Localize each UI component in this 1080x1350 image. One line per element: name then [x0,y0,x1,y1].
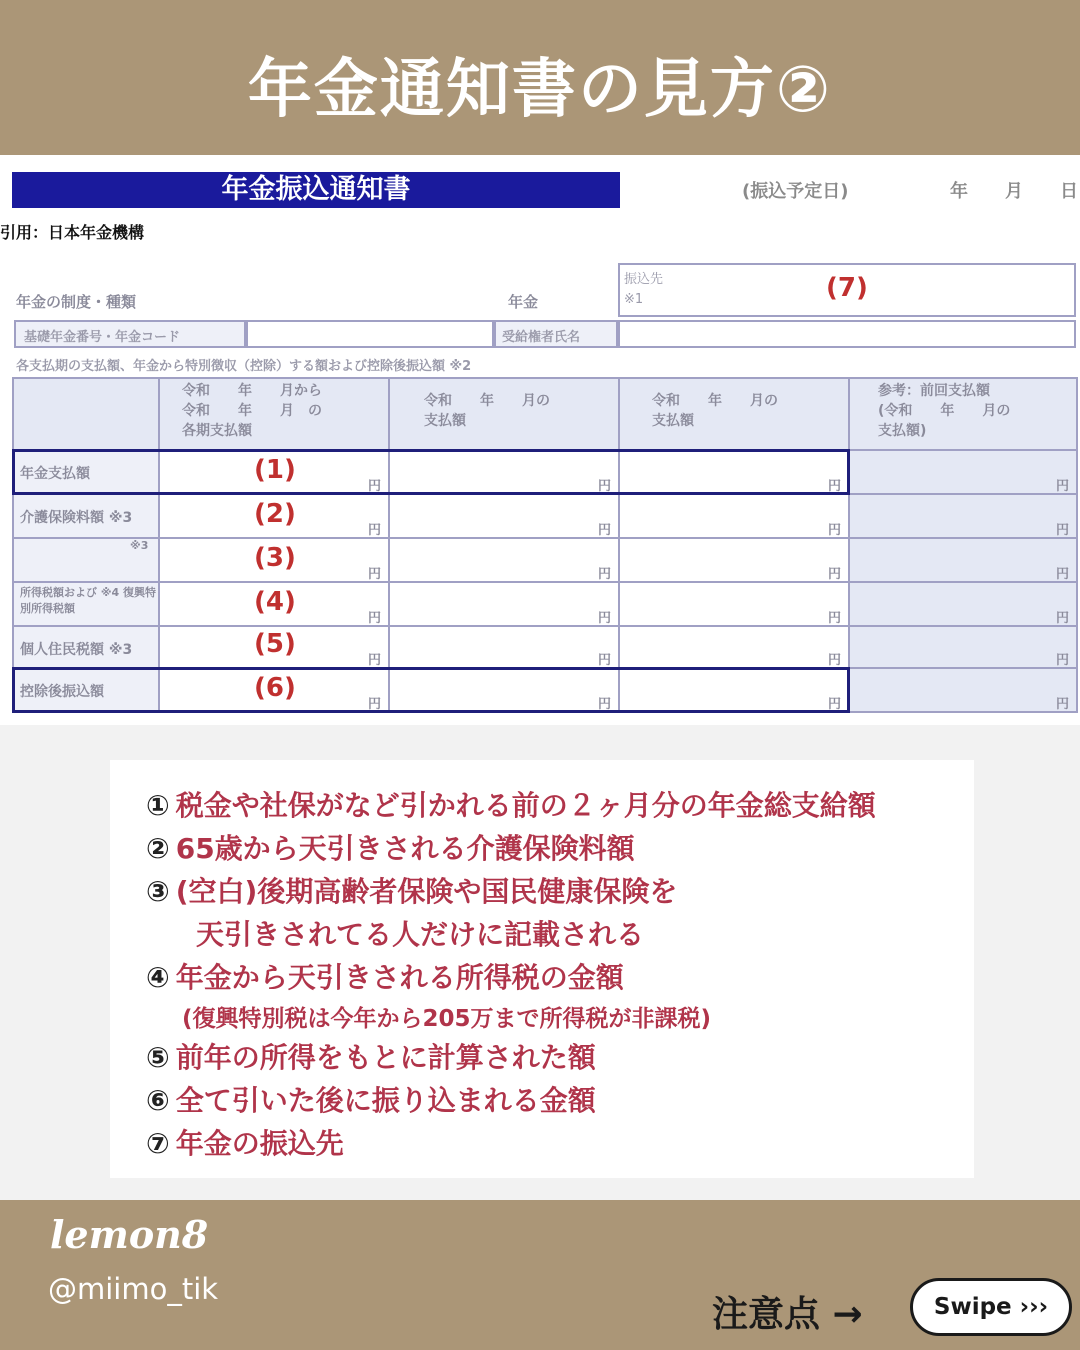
yen-unit: 円 [828,567,842,582]
yen-unit: 円 [368,567,382,582]
yen-unit: 円 [1056,697,1070,712]
yen-unit: 円 [598,567,612,582]
yen-unit: 円 [1056,611,1070,626]
yen-unit: 円 [598,479,612,494]
explanation-item-3: ③ (空白)後期高齢者保険や国民健康保険を [146,875,678,908]
header [0,0,1080,155]
table-border [618,377,620,713]
yen-unit: 円 [828,653,842,668]
name-value-box [618,320,1076,348]
marker-3: (3) [254,543,296,573]
yen-unit: 円 [598,523,612,538]
col-header-1: 令和 年 月から 令和 年 月 の 各期支払額 [182,383,322,439]
field-system: 年金の制度・種類 [16,293,137,311]
field-pension: 年金 [508,293,539,311]
number-box [14,320,246,348]
yen-unit: 円 [368,697,382,712]
yen-unit: 円 [1056,653,1070,668]
row-label-1: 年金支払額 [20,466,90,482]
explanation-item-1: ① 税金や社保がなど引かれる前の２ヶ月分の年金総支給額 [146,789,876,822]
yen-unit: 円 [828,523,842,538]
col-header-3: 令和 年 月の 支払額 [652,393,778,429]
yen-unit: 円 [1056,479,1070,494]
yen-unit: 円 [368,611,382,626]
number-label: 基礎年金番号・年金コード [24,330,181,345]
date-year: 年 [950,181,968,202]
notice-title: 年金振込通知書 [12,172,620,208]
pension-notice-image [0,155,1080,725]
table-border [158,377,160,713]
lemon8-logo: lemon8 [50,1212,209,1257]
date-day: 日 [1060,181,1078,202]
explanation-item-7: ⑦ 年金の振込先 [146,1127,344,1160]
payment-table [12,377,1078,713]
col-header-4: 参考：前回支払額 (令和 年 月の 支払額) [878,383,1011,439]
explanation-item-4-note: (復興特別税は今年から205万まで所得税が非課税) [182,1006,712,1032]
yen-unit: 円 [368,653,382,668]
page-title: 年金通知書の見方② [247,53,833,127]
marker-5: (5) [254,629,296,659]
yen-unit: 円 [1056,567,1070,582]
highlight-row-6 [12,667,850,713]
content-area [0,155,1080,1200]
marker-2: (2) [254,499,296,529]
yen-unit: 円 [828,479,842,494]
date-month: 月 [1005,181,1023,202]
table-border [12,625,1078,627]
col-header-2: 令和 年 月の 支払額 [424,393,550,429]
payee-note: ※1 [624,292,644,307]
name-label: 受給権者氏名 [502,330,581,345]
marker-7: (7) [826,273,868,303]
table-border [12,377,1078,379]
table-border [388,377,390,713]
citation: 引用：日本年金機構 [0,223,145,242]
swipe-button[interactable]: Swipe ››› [910,1278,1072,1336]
yen-unit: 円 [828,697,842,712]
explanation-item-4: ④ 年金から天引きされる所得税の金額 [146,961,624,994]
date-label: (振込予定日) [742,181,849,202]
number-value-box [246,320,494,348]
highlight-row-1 [12,449,850,495]
table-border [848,377,850,713]
table-border [12,537,1078,539]
row-label-2: 介護保険料額 ※3 [20,510,133,526]
user-handle[interactable]: @miimo_tik [48,1272,219,1306]
payee-label: 振込先 [624,272,664,287]
footer [0,1200,1080,1350]
yen-unit: 円 [598,697,612,712]
explanation-item-6: ⑥ 全て引いた後に振り込まれる金額 [146,1084,596,1117]
yen-unit: 円 [828,611,842,626]
explanation-card [110,760,974,1178]
name-box [494,320,618,348]
explanation-item-3-cont: 天引きされてる人だけに記載される [196,918,645,951]
explanation-item-2: ② 65歳から天引きされる介護保険料額 [146,832,635,865]
row-label-5: 個人住民税額 ※3 [20,642,133,658]
explanation-item-5: ⑤ 前年の所得をもとに計算された額 [146,1041,596,1074]
table-border [12,377,14,713]
row-label-6: 控除後振込額 [20,684,104,700]
marker-6: (6) [254,673,296,703]
yen-unit: 円 [1056,523,1070,538]
note-line: 各支払期の支払額、年金から特別徴収（控除）する額および控除後振込額 ※2 [16,359,472,374]
yen-unit: 円 [368,523,382,538]
marker-4: (4) [254,587,296,617]
yen-unit: 円 [598,611,612,626]
marker-1: (1) [254,455,296,485]
yen-unit: 円 [368,479,382,494]
row-label-4: 所得税額および ※4 復興特別所得税額 [20,586,157,615]
table-border [12,581,1078,583]
next-topic-label: 注意点 → [712,1294,863,1335]
row-label-3: ※3 [130,539,149,552]
table-border [1076,377,1078,713]
yen-unit: 円 [598,653,612,668]
